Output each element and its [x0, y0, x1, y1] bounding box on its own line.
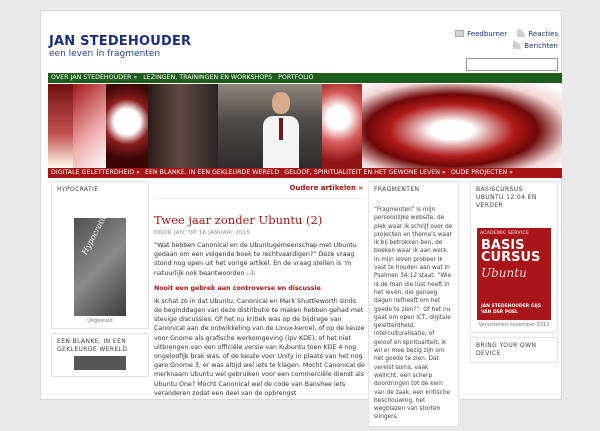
book-cover-basiscursus[interactable]: ACADEMIC SERVICE BASIS CURSUS Ubuntu JAN STEDEHOUDER GIJS VAN DER POEL [477, 228, 551, 320]
feed-links [447, 28, 558, 52]
rss-icon [517, 29, 525, 37]
berichten-link[interactable]: Berichten [513, 40, 558, 52]
widget-title: BASISCURSUS UBUNTU 12.04 EN VERDER [476, 186, 537, 209]
widget-fragmenten [368, 181, 459, 427]
left-sidebar [51, 181, 149, 381]
reacties-link[interactable]: Reacties [517, 28, 558, 40]
older-articles-link[interactable]: Oudere artikelen » [154, 181, 365, 199]
feedburner-link[interactable]: Feedburner [455, 28, 507, 40]
book-caption: Verschenen november 2012 [478, 322, 550, 328]
category-navigation [48, 168, 562, 178]
widget-basiscursus [470, 181, 558, 333]
widget-title: HYPOCRATIE [57, 186, 99, 193]
post-paragraph: Ik schat zo in dat Ubuntu, Canonical en Mark Shuttleworth sinds de beginddagen van deze distributie te maken hebben gehad met stevige discussies. Of het nu kritiek was op de bijdrage van Canonical aan de ontwikkeling van de Linux-kernel, of op de keuze voor Gnome als grafische werkomgeving (ipv KDE), of het niet uitbrengen van een officiële versie van Kubuntu toen KDE 4 nog ongeloofijk brak was, of de keuze voor Unity in plaats van het nog gare Gnome 3, er was altijd wel iets te klagen. Mocht Canonical de merknaam Ubuntu wel gebruiken voor een commerciële dienst als Ubuntu One? Mocht Canonical wel de code van Banshee iets veranderen zodat een deel van de opbrengst [154, 297, 365, 397]
page [40, 10, 562, 421]
site-title[interactable]: JAN STEDEHOUDER [49, 34, 192, 49]
post-title[interactable]: Twee jaar zonder Ubuntu (2) [154, 213, 323, 227]
nav-item-over-jan[interactable]: OVER JAN STEDEHOUDER » [51, 74, 138, 81]
widget-title: EEN BLANKE, IN EEN GEKLEURDE WERELD [57, 338, 128, 353]
middle-sidebar [368, 181, 459, 431]
top-navigation [48, 73, 562, 83]
nav-item-oude-projecten[interactable]: OUDE PROJECTEN » [450, 169, 513, 176]
nav-item-lezingen[interactable]: LEZINGEN, TRAININGEN EN WORKSHOPS [143, 74, 273, 81]
widget-title: BRING YOUR OWN DEVICE [476, 342, 537, 357]
post-meta: DOOR JAN, OP 16 JANUARI 2015 [154, 230, 251, 236]
rss-icon [513, 41, 521, 49]
site-tagline: een leven in fragmenten [49, 49, 161, 59]
header-banner [48, 84, 562, 168]
mail-icon [455, 30, 464, 37]
widget-hypocratie [51, 181, 149, 329]
main-content [154, 181, 365, 398]
widget-bring-your-own-device [470, 337, 558, 363]
book-cover-hypocratie[interactable]: Hypocratie [74, 218, 126, 316]
right-sidebar [470, 181, 558, 367]
widget-text: “Fragmenten” is mijn persoonlijke website, de plek waar ik schrijf over de projecten en thema’s waar ik bij betrokken ben, de boeken waar ik aan werk. In mijn leven probeer ik vast te houden aan wat in Psalmen 34:12 staat: “Wie is de man die lust heeft in het leven, die genoeg dagen liefheeft om het goede te zien?”. Of het nu gaat om open ICT, digitale geletterdheid, interculturalisatie, of geloof en spiritualiteit, ik wil er mee bezig zijn om het goede te zien. Dat vereist soms, vaak wellicht, een scherp doordringen tot de kern van de zaak, een kritische beschouwing, het wegblazen van storten slingers. [374, 207, 453, 421]
post-subheading: Nooit een gebrek aan controverse en discussie [154, 284, 321, 292]
search-input[interactable] [466, 58, 558, 71]
nav-item-geloof[interactable]: GELOOF, SPIRITUALITEIT EN HET GEWONE LEVEN » [284, 169, 446, 176]
widget-een-blanke [51, 333, 149, 377]
nav-item-portfolio[interactable]: PORTFOLIO [278, 74, 314, 81]
book-caption: Uitgesteld [87, 318, 113, 324]
widget-title: FRAGMENTEN [374, 186, 420, 193]
nav-item-een-blanke[interactable]: EEN BLANKE, IN EEN GEKLEURDE WERELD [145, 169, 280, 176]
nav-item-digitale-geletterdheid[interactable]: DIGITALE GELETTERDHEID » [51, 169, 140, 176]
speaker-photo [218, 84, 322, 168]
post-paragraph: “Wat hebben Canonical en de Ubuntugemeenschap met Ubuntu gedaan om een volgende boek te rechtvaardigen?” Deze vraag stond nog open uit het vorige artikel. En de vraag stellen is ‘m natuurlijk ook beantwoorden :-). [154, 242, 357, 277]
